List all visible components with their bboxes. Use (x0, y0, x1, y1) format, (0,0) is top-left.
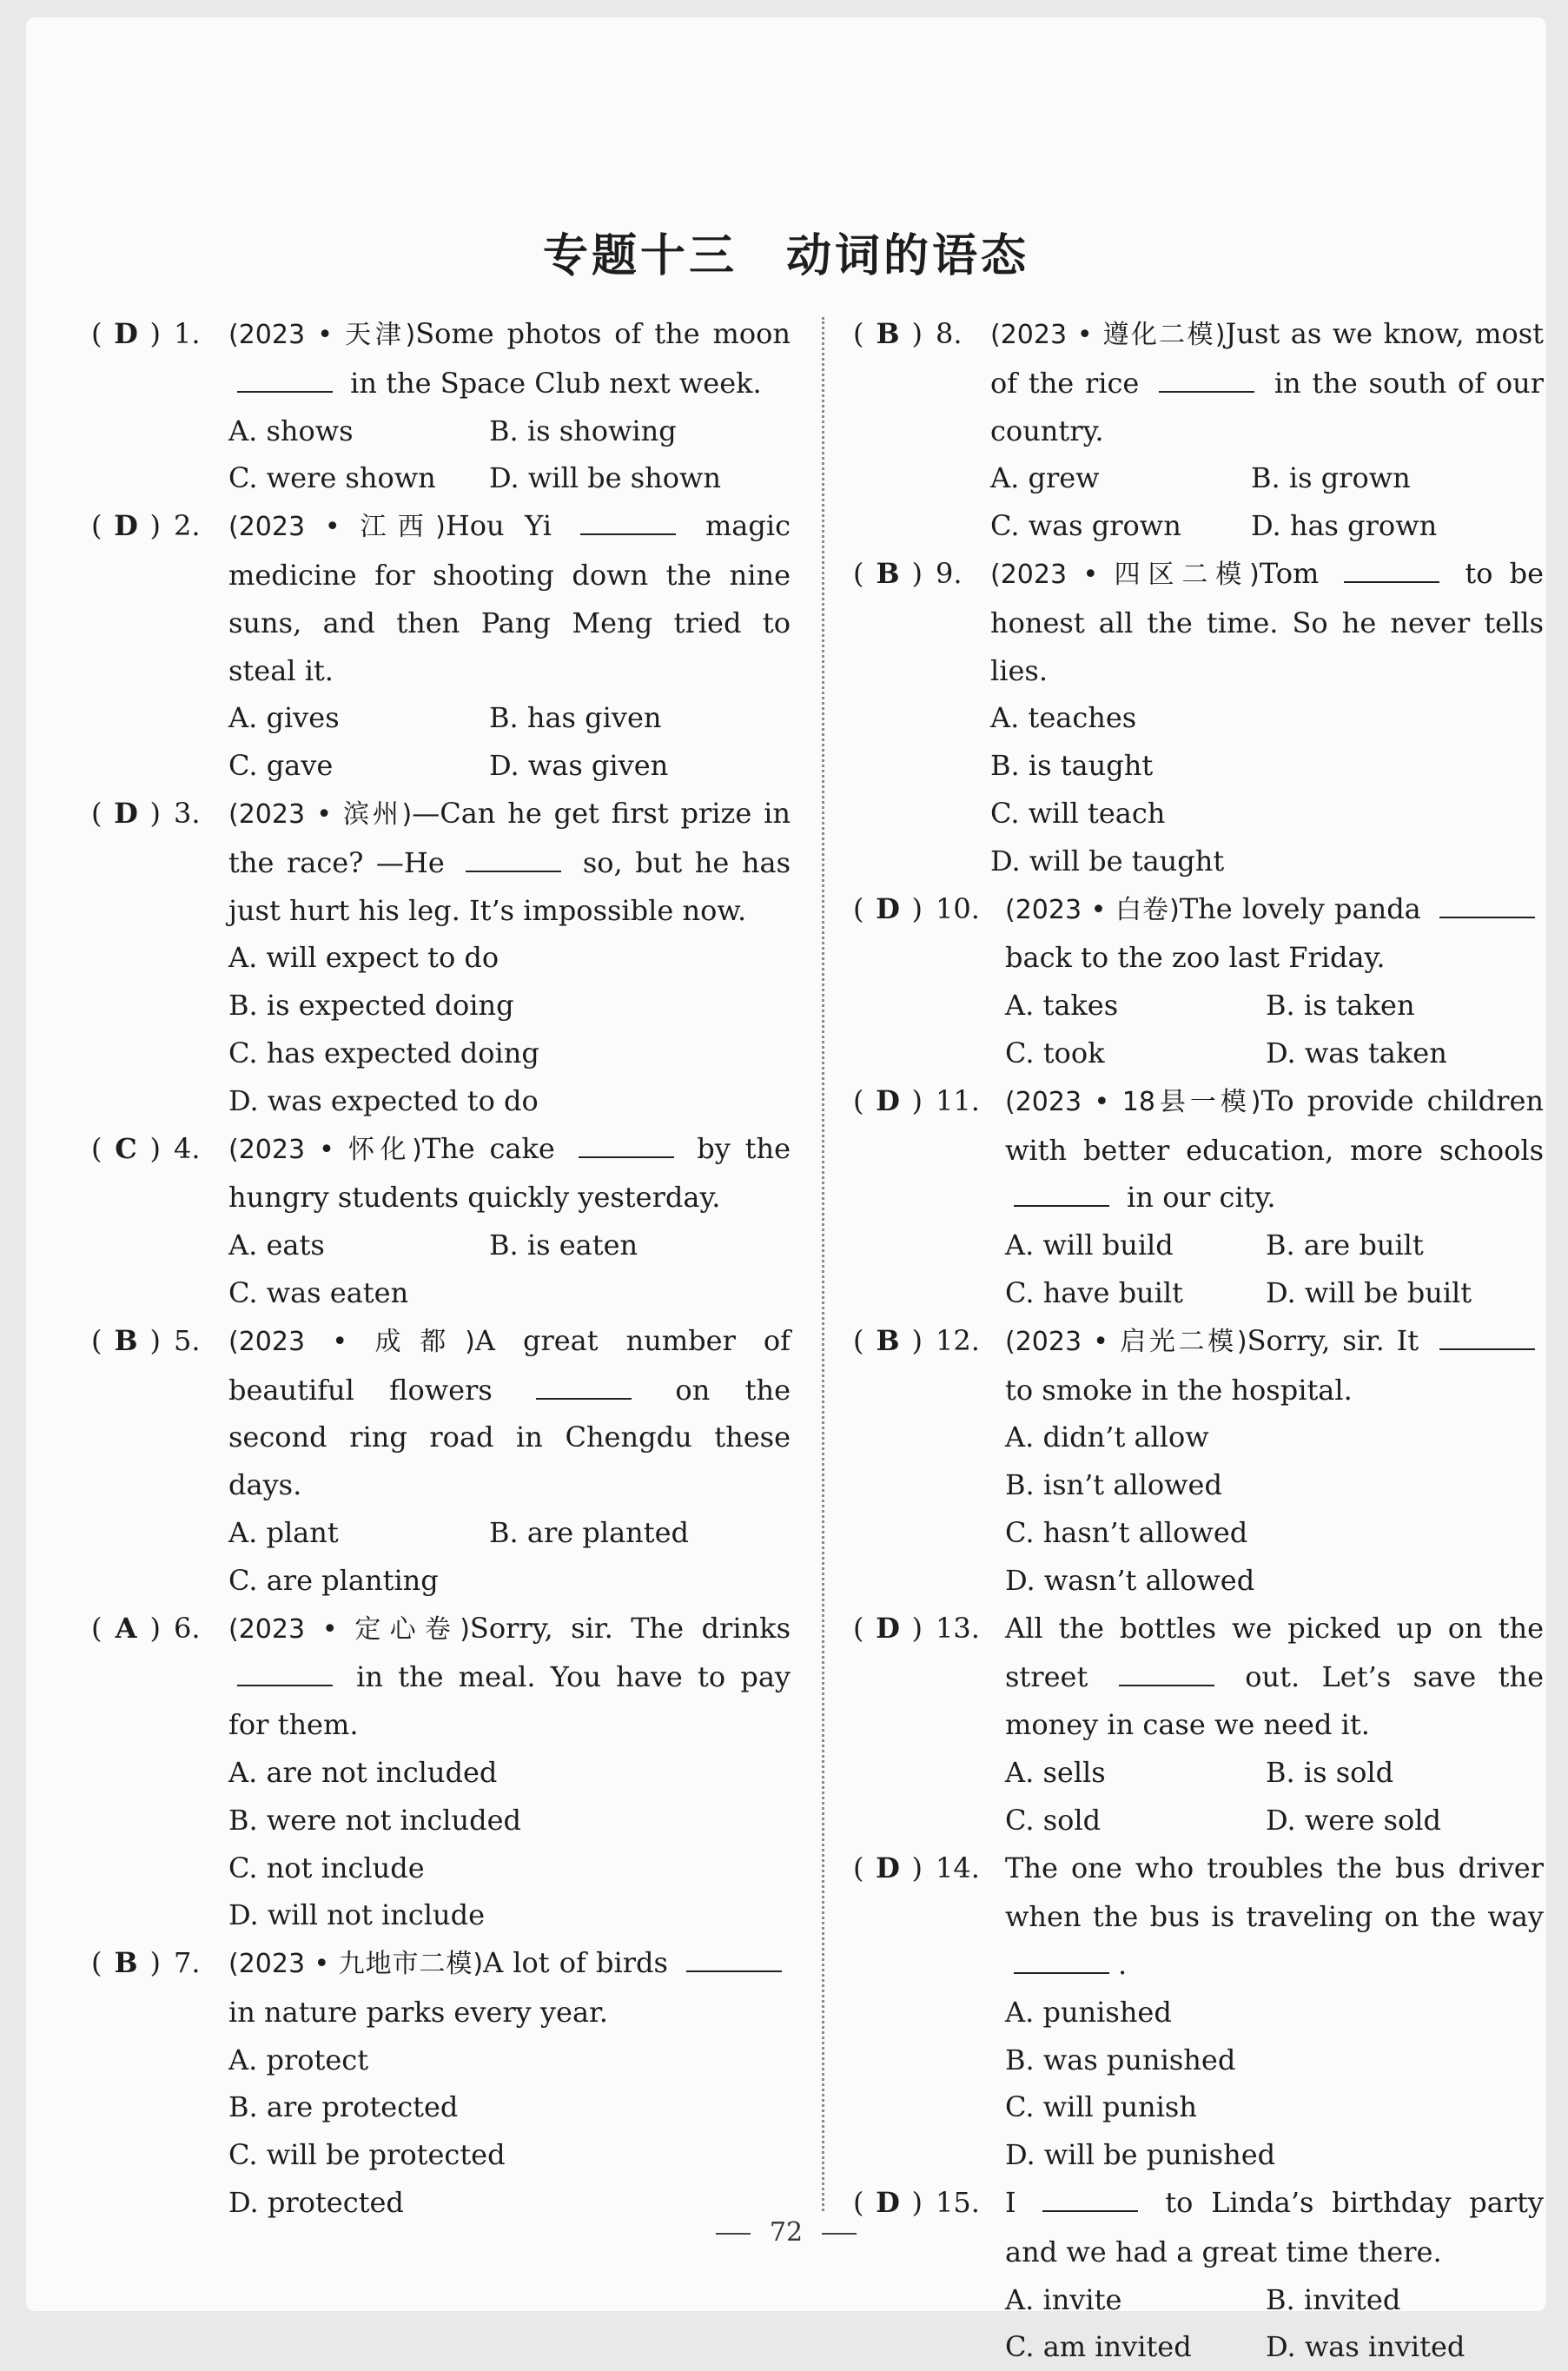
option-a: A. punished (1005, 1995, 1172, 2029)
stem-text-end: . (1118, 1948, 1128, 1982)
option-d: D. was invited (1266, 2330, 1465, 2364)
options (228, 1222, 791, 1317)
stem-text-end: on the second ring road in Chengdu these days. (228, 1373, 791, 1502)
answer-bracket (91, 1605, 161, 1652)
bracket-open: ( (853, 1851, 864, 1884)
options (228, 934, 791, 1124)
option-b: B. were not included (228, 1803, 522, 1837)
answer-blank (580, 509, 676, 535)
question-stem (228, 1125, 791, 1222)
options (990, 694, 1544, 884)
question-stem (1005, 885, 1544, 983)
answer-bracket (853, 1844, 923, 1892)
answer-blank (1344, 557, 1439, 583)
question-number: 15. (936, 2186, 980, 2220)
stem-text-end: in the Space Club next week. (341, 366, 762, 400)
option-c: C. not include (228, 1851, 425, 1884)
options (228, 1509, 791, 1605)
option-b: B. is sold (1266, 1755, 1394, 1789)
options (1005, 2276, 1544, 2371)
answer-letter: B (876, 317, 900, 350)
options (228, 2037, 791, 2227)
bracket-close: ) (149, 1131, 161, 1165)
stem-text: Just as we know, most of the rice (990, 317, 1544, 400)
question-14 (853, 1844, 1544, 2180)
stem-text-end: back to the zoo last Friday. (1005, 941, 1386, 975)
options (1005, 982, 1544, 1077)
answer-letter: D (114, 796, 138, 830)
answer-blank (1119, 1660, 1214, 1686)
bracket-open: ( (91, 1946, 103, 1980)
answer-blank (1439, 1324, 1535, 1350)
worksheet-page (26, 17, 1546, 2364)
option-a: A. didn’t allow (1005, 1421, 1209, 1454)
option-c: C. was grown (990, 509, 1181, 543)
option-a: A. sells (1005, 1755, 1106, 1789)
option-a: A. shows (228, 414, 354, 447)
answer-letter: B (876, 556, 900, 590)
option-c: C. have built (1005, 1275, 1183, 1309)
answer-blank (579, 1132, 674, 1158)
option-b: B. are planted (489, 1515, 690, 1549)
question-6 (91, 1605, 791, 1940)
stem-text-end: out. Let’s save the money in case we need it. (1005, 1660, 1545, 1742)
option-c: C. are planting (228, 1563, 439, 1597)
stem-text: The cake (421, 1131, 570, 1165)
answer-bracket (91, 790, 161, 838)
option-c: C. will teach (990, 796, 1166, 830)
bracket-open: ( (853, 1611, 864, 1645)
left-column (91, 310, 791, 2227)
answer-letter: D (876, 891, 900, 925)
question-number: 11. (936, 1083, 980, 1117)
question-number: 4. (174, 1131, 201, 1165)
stem-text: A lot of birds (483, 1946, 678, 1980)
question-9 (853, 550, 1544, 885)
bracket-open: ( (853, 317, 864, 350)
title-topic: 专题十三 (542, 230, 738, 282)
stem-text-end: in the meal. You have to pay for them. (228, 1660, 791, 1742)
option-b: B. was punished (1005, 2043, 1236, 2076)
answer-bracket (91, 310, 161, 358)
question-stem (1005, 1605, 1544, 1749)
option-c: C. has expected doing (228, 1036, 539, 1070)
question-11 (853, 1077, 1544, 1317)
bracket-close: ) (149, 1323, 161, 1357)
answer-letter: B (114, 1323, 138, 1357)
bracket-open: ( (853, 2186, 864, 2220)
answer-letter: A (115, 1611, 137, 1645)
bracket-open: ( (91, 1323, 103, 1357)
option-d: D. wasn’t allowed (1005, 1563, 1255, 1597)
stem-text: Sorry, sir. It (1247, 1323, 1432, 1357)
option-d: D. will be shown (489, 461, 722, 495)
answer-bracket (91, 1939, 161, 1987)
bracket-open: ( (91, 1611, 103, 1645)
option-d: D. will be built (1266, 1275, 1472, 1309)
answer-letter: D (114, 317, 138, 350)
answer-letter: C (115, 1131, 137, 1165)
answer-blank (237, 367, 333, 393)
option-b: B. is showing (489, 414, 677, 447)
footer-dash-left (716, 2233, 751, 2235)
options (990, 454, 1544, 550)
option-b: B. has given (489, 701, 662, 735)
bracket-close: ) (911, 1083, 923, 1117)
question-source: (2023 • 18县一模) (1005, 1086, 1261, 1117)
option-b: B. is eaten (489, 1229, 638, 1262)
footer-dash-right (822, 2233, 857, 2235)
option-d: D. will be punished (1005, 2138, 1276, 2172)
stem-text: To provide children with better education, more schools (1005, 1083, 1545, 1167)
question-number: 13. (936, 1611, 980, 1645)
answer-letter: D (876, 1611, 900, 1645)
page-footer (26, 2217, 1546, 2248)
page-number: 72 (769, 2217, 804, 2248)
option-a: A. plant (228, 1515, 339, 1549)
question-stem (228, 1939, 791, 2037)
option-a: A. will expect to do (228, 941, 500, 975)
question-stem (990, 310, 1544, 454)
bracket-close: ) (911, 1851, 923, 1884)
options (1005, 1749, 1544, 1844)
bracket-close: ) (911, 891, 923, 925)
option-b: B. are built (1266, 1229, 1424, 1262)
bracket-open: ( (91, 1131, 103, 1165)
question-stem (228, 1317, 791, 1509)
option-c: C. hasn’t allowed (1005, 1515, 1248, 1549)
answer-blank (466, 846, 561, 872)
option-c: C. were shown (228, 461, 436, 495)
answer-bracket (853, 310, 923, 358)
option-a: A. takes (1005, 989, 1119, 1023)
bracket-close: ) (149, 1611, 161, 1645)
answer-blank (686, 1946, 782, 1972)
question-source: (2023 • 成都) (228, 1326, 475, 1357)
option-c: C. sold (1005, 1803, 1102, 1837)
answer-letter: D (876, 2186, 900, 2220)
option-a: A. will build (1005, 1229, 1174, 1262)
bracket-close: ) (149, 317, 161, 350)
stem-text-end: magic medicine for shooting down the nine suns, and then Pang Meng tried to steal it. (228, 509, 791, 687)
stem-text: I (1005, 2186, 1035, 2220)
question-13 (853, 1605, 1544, 1844)
question-source: (2023 • 天津) (228, 320, 416, 350)
stem-text: Some photos of the moon (415, 317, 791, 350)
option-c: C. am invited (1005, 2330, 1192, 2364)
option-d: D. was given (489, 749, 669, 783)
option-d: D. will be taught (990, 844, 1225, 878)
option-a: A. protect (228, 2043, 369, 2076)
question-3 (91, 790, 791, 1125)
answer-blank (237, 1660, 333, 1686)
options (1005, 1414, 1544, 1604)
question-number: 8. (936, 317, 963, 350)
bracket-close: ) (911, 556, 923, 590)
stem-text-end: to be honest all the time. So he never tells lies. (990, 556, 1545, 687)
question-number: 9. (936, 556, 963, 590)
question-source: (2023 • 怀化) (228, 1134, 422, 1165)
option-c: C. will punish (1005, 2090, 1197, 2124)
option-d: D. was expected to do (228, 1083, 539, 1117)
answer-bracket (853, 885, 923, 933)
question-source: (2023 • 启光二模) (1005, 1326, 1247, 1357)
page-title (26, 219, 1546, 284)
answer-bracket (853, 1317, 923, 1365)
option-b: B. is taught (990, 749, 1154, 783)
question-source: (2023 • 九地市二模) (228, 1949, 484, 1980)
question-number: 2. (174, 509, 201, 543)
answer-blank (1439, 892, 1535, 918)
option-b: B. isn’t allowed (1005, 1468, 1222, 1502)
question-number: 1. (174, 317, 201, 350)
question-stem (228, 1605, 791, 1749)
answer-letter: D (876, 1851, 900, 1884)
question-1 (91, 310, 791, 502)
question-number: 3. (174, 796, 201, 830)
option-c: C. gave (228, 749, 334, 783)
stem-text: Hou Yi (445, 509, 572, 543)
answer-bracket (91, 1125, 161, 1173)
option-a: A. teaches (990, 701, 1137, 735)
question-source: (2023 • 遵化二模) (990, 320, 1226, 350)
option-d: D. were sold (1266, 1803, 1441, 1837)
question-number: 10. (936, 891, 980, 925)
stem-text-end: so, but he has just hurt his leg. It’s impossible now. (228, 845, 791, 927)
question-number: 14. (936, 1851, 980, 1884)
option-c: C. will be protected (228, 2138, 506, 2172)
title-subject: 动词的语态 (786, 230, 1030, 282)
question-stem (990, 550, 1544, 694)
option-d: D. was taken (1266, 1036, 1447, 1070)
bracket-open: ( (91, 796, 103, 830)
question-7 (91, 1939, 791, 2227)
option-b: B. invited (1266, 2282, 1401, 2316)
question-8 (853, 310, 1544, 550)
option-b: B. are protected (228, 2090, 459, 2124)
column-divider (822, 317, 824, 2211)
option-a: A. grew (990, 461, 1100, 495)
option-a: A. invite (1005, 2282, 1122, 2316)
question-5 (91, 1317, 791, 1605)
bracket-open: ( (853, 556, 864, 590)
bracket-open: ( (91, 509, 103, 543)
options (1005, 1222, 1544, 1317)
stem-text: The one who troubles the bus driver when the bus is traveling on the way (1005, 1851, 1544, 1934)
question-12 (853, 1317, 1544, 1605)
question-stem (1005, 1077, 1544, 1222)
answer-blank (1014, 1948, 1109, 1974)
bracket-open: ( (853, 891, 864, 925)
stem-text-end: in our city. (1118, 1181, 1276, 1215)
option-a: A. are not included (228, 1755, 498, 1789)
option-d: D. will not include (228, 1898, 486, 1932)
stem-text-end: in the south of our country. (990, 366, 1545, 447)
question-number: 7. (174, 1946, 201, 1980)
question-10 (853, 885, 1544, 1077)
answer-bracket (91, 1317, 161, 1365)
option-b: B. is taken (1266, 989, 1415, 1023)
option-d: D. protected (228, 2186, 404, 2220)
bracket-close: ) (149, 1946, 161, 1980)
answer-bracket (91, 502, 161, 550)
bracket-close: ) (149, 509, 161, 543)
question-source: (2023 • 四区二模) (990, 559, 1260, 590)
question-stem (1005, 1844, 1544, 1989)
answer-blank (536, 1374, 632, 1400)
question-stem (1005, 1317, 1544, 1414)
answer-letter: B (114, 1946, 138, 1980)
question-number: 6. (174, 1611, 201, 1645)
question-15 (853, 2179, 1544, 2371)
answer-bracket (853, 1605, 923, 1652)
answer-blank (1159, 367, 1254, 393)
question-stem (228, 502, 791, 694)
option-a: A. gives (228, 701, 340, 735)
option-d: D. has grown (1251, 509, 1438, 543)
bracket-close: ) (149, 796, 161, 830)
option-a: A. eats (228, 1229, 325, 1262)
question-number: 12. (936, 1323, 980, 1357)
question-2 (91, 502, 791, 790)
question-source: (2023 • 白卷) (1005, 894, 1180, 925)
option-c: C. was eaten (228, 1275, 409, 1309)
options (228, 694, 791, 790)
stem-text: —Can he get first prize in the race? —He (228, 796, 791, 879)
bracket-open: ( (853, 1323, 864, 1357)
stem-text-end: by the hungry students quickly yesterday. (228, 1131, 791, 1215)
bracket-open: ( (91, 317, 103, 350)
option-b: B. is grown (1251, 461, 1411, 495)
options (228, 1749, 791, 1939)
bracket-close: ) (911, 1323, 923, 1357)
question-number: 5. (174, 1323, 201, 1357)
stem-text: All the bottles we picked up on the street (1005, 1611, 1544, 1694)
stem-text: A great number of beautiful flowers (228, 1323, 791, 1407)
stem-text: The lovely panda (1179, 891, 1431, 925)
answer-blank (1042, 2186, 1138, 2212)
bracket-close: ) (911, 2186, 923, 2220)
answer-letter: D (876, 1083, 900, 1117)
question-4 (91, 1125, 791, 1317)
stem-text: Tom (1259, 556, 1336, 590)
answer-blank (1014, 1181, 1109, 1207)
question-source: (2023 • 定心卷) (228, 1613, 470, 1645)
options (228, 407, 791, 503)
stem-text-end: to smoke in the hospital. (1005, 1373, 1353, 1407)
stem-text: Sorry, sir. The drinks (469, 1611, 791, 1645)
option-b: B. is expected doing (228, 989, 514, 1023)
answer-letter: B (876, 1323, 900, 1357)
bracket-close: ) (911, 317, 923, 350)
question-source: (2023 • 滨州) (228, 798, 413, 830)
bracket-close: ) (911, 1611, 923, 1645)
stem-text-end: to Linda’s birthday party and we had a great time there. (1005, 2186, 1544, 2268)
answer-letter: D (114, 509, 138, 543)
stem-text-end: in nature parks every year. (228, 1995, 608, 2029)
answer-bracket (853, 1077, 923, 1125)
question-source: (2023 • 江西) (228, 512, 446, 543)
question-stem (228, 790, 791, 934)
bracket-open: ( (853, 1083, 864, 1117)
question-stem (228, 310, 791, 407)
options (1005, 1989, 1544, 2179)
option-c: C. took (1005, 1036, 1105, 1070)
answer-bracket (853, 550, 923, 598)
right-column (853, 310, 1544, 2371)
